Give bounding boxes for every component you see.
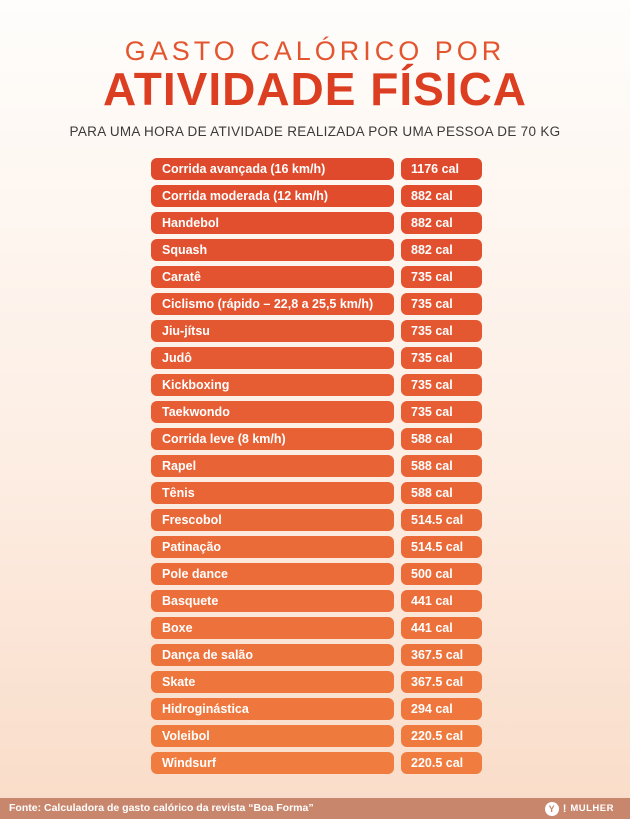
activity-name: Tênis xyxy=(151,482,394,504)
activity-name: Jiu-jítsu xyxy=(151,320,394,342)
activity-name: Patinação xyxy=(151,536,394,558)
activity-name: Windsurf xyxy=(151,752,394,774)
activity-name: Frescobol xyxy=(151,509,394,531)
activity-name: Boxe xyxy=(151,617,394,639)
calorie-value: 220.5 cal xyxy=(401,725,482,747)
yahoo-logo-icon: Y xyxy=(545,802,559,816)
calorie-value: 882 cal xyxy=(401,212,482,234)
table-row xyxy=(151,725,483,747)
table-row xyxy=(151,698,483,720)
calorie-value: 588 cal xyxy=(401,428,482,450)
table-row xyxy=(151,482,483,504)
table-row xyxy=(151,158,483,180)
table-row xyxy=(151,536,483,558)
calorie-value: 735 cal xyxy=(401,347,482,369)
brand-bang: ! xyxy=(562,802,567,815)
calorie-value: 441 cal xyxy=(401,590,482,612)
source-note: Fonte: Calculadora de gasto calórico da revista “Boa Forma” xyxy=(9,802,314,814)
table-row xyxy=(151,752,483,774)
table-row xyxy=(151,563,483,585)
calorie-value: 735 cal xyxy=(401,293,482,315)
table-row xyxy=(151,509,483,531)
calorie-value: 514.5 cal xyxy=(401,509,482,531)
calorie-value: 514.5 cal xyxy=(401,536,482,558)
calorie-value: 735 cal xyxy=(401,266,482,288)
subtitle: PARA UMA HORA DE ATIVIDADE REALIZADA POR UMA PESSOA DE 70 KG xyxy=(69,124,561,139)
activity-name: Basquete xyxy=(151,590,394,612)
activity-name: Kickboxing xyxy=(151,374,394,396)
calorie-value: 588 cal xyxy=(401,455,482,477)
table-row xyxy=(151,644,483,666)
table-row xyxy=(151,428,483,450)
calorie-value: 441 cal xyxy=(401,617,482,639)
table-row xyxy=(151,347,483,369)
activity-name: Corrida moderada (12 km/h) xyxy=(151,185,394,207)
calorie-value: 1176 cal xyxy=(401,158,482,180)
table-row xyxy=(151,293,483,315)
activity-name: Dança de salão xyxy=(151,644,394,666)
activity-name: Handebol xyxy=(151,212,394,234)
calorie-value: 294 cal xyxy=(401,698,482,720)
brand-logo xyxy=(545,798,614,819)
calorie-value: 588 cal xyxy=(401,482,482,504)
footer-bar xyxy=(0,798,630,819)
table-row xyxy=(151,455,483,477)
calorie-value: 220.5 cal xyxy=(401,752,482,774)
activity-name: Pole dance xyxy=(151,563,394,585)
table-row xyxy=(151,185,483,207)
calorie-value: 500 cal xyxy=(401,563,482,585)
table-row xyxy=(151,671,483,693)
calorie-value: 882 cal xyxy=(401,239,482,261)
activity-name: Voleibol xyxy=(151,725,394,747)
activity-name: Corrida leve (8 km/h) xyxy=(151,428,394,450)
table-row xyxy=(151,401,483,423)
calorie-value: 735 cal xyxy=(401,401,482,423)
calorie-value: 882 cal xyxy=(401,185,482,207)
title-line-1: GASTO CALÓRICO POR xyxy=(124,36,506,66)
table-row xyxy=(151,266,483,288)
activity-name: Ciclismo (rápido – 22,8 a 25,5 km/h) xyxy=(151,293,394,315)
calorie-value: 367.5 cal xyxy=(401,644,482,666)
table-row xyxy=(151,590,483,612)
table-row xyxy=(151,374,483,396)
table-row xyxy=(151,212,483,234)
activity-name: Corrida avançada (16 km/h) xyxy=(151,158,394,180)
activity-name: Caratê xyxy=(151,266,394,288)
page-title: ATIVIDADE FÍSICA xyxy=(102,63,528,115)
activity-name: Rapel xyxy=(151,455,394,477)
activity-name: Judô xyxy=(151,347,394,369)
activity-name: Skate xyxy=(151,671,394,693)
activity-name: Squash xyxy=(151,239,394,261)
activity-name: Hidroginástica xyxy=(151,698,394,720)
calorie-value: 735 cal xyxy=(401,374,482,396)
brand-text: MULHER xyxy=(570,803,614,814)
table-row xyxy=(151,239,483,261)
table-row xyxy=(151,320,483,342)
activity-name: Taekwondo xyxy=(151,401,394,423)
calorie-value: 735 cal xyxy=(401,320,482,342)
table-row xyxy=(151,617,483,639)
calorie-value: 367.5 cal xyxy=(401,671,482,693)
